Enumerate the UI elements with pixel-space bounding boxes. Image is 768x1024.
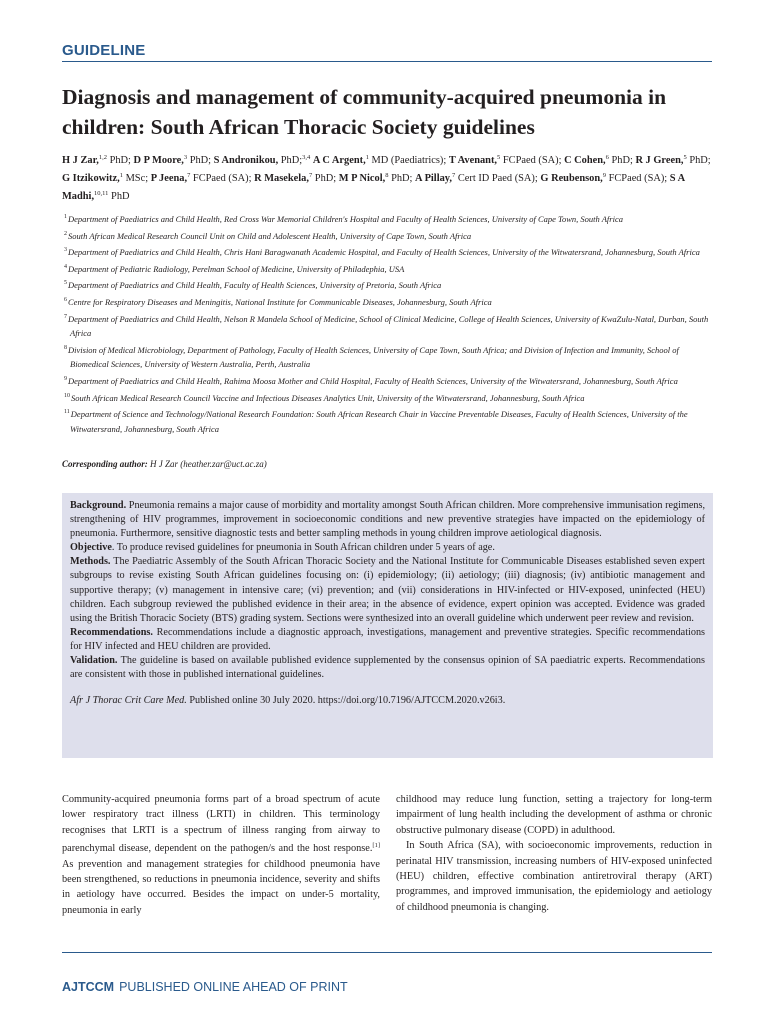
affiliation-item (62, 310, 717, 341)
citation-journal: Afr J Thorac Crit Care Med. (70, 695, 187, 707)
abstract-background-text: Pneumonia remains a major cause of morbidity and mortality amongst South African children. More comprehensive immunisation regimens, strengthening of HIV programmes, improvement in socioeconomic conditions and new preventive strategies have impacted on the epidemiology of pneumonia. Furthermore, sensitive diagnostic tests and better sampling methods in young children improve aetiological diagnosis. (70, 500, 706, 540)
abstract-validation (70, 654, 705, 682)
affiliation-item (62, 243, 717, 260)
abstract-objective (70, 541, 705, 555)
affiliation-item (62, 372, 717, 389)
header-rule (62, 61, 712, 62)
author-affiliation-marker: 8 (385, 172, 389, 179)
author-affiliation-marker: 6 (605, 154, 609, 161)
abstract-background (70, 499, 705, 541)
author-affiliation-marker: 7 (187, 172, 191, 179)
author-name: R J Green, (635, 155, 684, 166)
affiliation-item (62, 260, 717, 277)
affiliation-number: 10 (64, 392, 70, 399)
author-name: A Pillay, (415, 173, 452, 184)
affiliation-text: Department of Paediatrics and Child Health, Chris Hani Baragwanath Academic Hospital, and Faculty of Health Sciences, University of the Witwatersrand, Johannesburg, South Africa (68, 247, 700, 258)
author-affiliation-marker: 3 (183, 154, 188, 161)
body-column-right (396, 792, 712, 915)
author-degree: PhD; (608, 155, 636, 166)
affiliation-item (62, 293, 717, 310)
affiliation-number: 7 (64, 313, 67, 320)
footer-text: PUBLISHED ONLINE AHEAD OF PRINT (119, 980, 348, 994)
affiliation-number: 3 (64, 247, 67, 254)
affiliation-item (62, 210, 717, 227)
author-degree: MD (Paediatrics); (368, 155, 449, 166)
author-degree: PhD; (187, 155, 214, 166)
author-list (62, 150, 712, 204)
author-affiliation-marker: 5 (497, 154, 501, 161)
author-affiliation-marker: 7 (452, 172, 456, 179)
author-degree: MSc; (122, 173, 151, 184)
author-degree: FCPaed (SA); (190, 173, 255, 184)
affiliation-item (62, 405, 717, 436)
author-name: C Cohen, (564, 155, 606, 166)
author-degree: PhD; (388, 173, 416, 184)
author-affiliation-marker: 7 (308, 172, 313, 179)
author-name: H J Zar, (62, 155, 99, 166)
affiliation-number: 8 (64, 344, 67, 351)
abstract-validation-label: Validation. (70, 655, 118, 667)
affiliation-text: Department of Paediatrics and Child Health, Faculty of Health Sciences, University of Pretoria, South Africa (68, 280, 442, 291)
affiliation-text: Department of Paediatrics and Child Health, Nelson R Mandela School of Medicine, School of Clinical Medicine, College of Health Sciences, University of KwaZulu-Natal, Durban, South Africa (68, 313, 709, 339)
affiliation-item (62, 389, 717, 406)
author-degree: PhD; (312, 173, 339, 184)
abstract-box (62, 493, 713, 758)
affiliation-item (62, 341, 717, 372)
affiliation-number: 6 (64, 296, 67, 303)
abstract-recommendations-text: Recommendations include a diagnostic approach, investigations, management and preventive strategies. Specific recommendations for HIV infected and HEU children are provided. (70, 626, 706, 652)
body-paragraph: childhood may reduce lung function, setting a trajectory for long-term impairment of lung health including the development of asthma or chronic obstructive pulmonary disease (COPD) in adulthood. (396, 794, 712, 836)
section-label: GUIDELINE (62, 42, 146, 59)
abstract-recommendations-label: Recommendations. (70, 626, 153, 638)
reference-marker[interactable]: [1] (372, 842, 380, 850)
affiliation-number: 9 (64, 375, 67, 382)
affiliation-item (62, 227, 717, 244)
author-affiliation-marker: 5 (683, 154, 687, 161)
affiliation-text: South African Medical Research Council Unit on Child and Adolescent Health, University of Cape Town, South Africa (68, 230, 472, 241)
affiliation-text: Department of Science and Technology/National Research Foundation: South African Research Chair in Vaccine Preventable Diseases, Faculty of Health Sciences, University of the Witwatersrand, Johannesburg, South Africa (70, 409, 688, 434)
author-name: R Masekela, (254, 173, 309, 184)
author-name: A C Argent, (312, 155, 366, 166)
author-name: G Reubenson, (540, 173, 603, 184)
corresponding-author-label: Corresponding author: (62, 459, 148, 469)
abstract-methods-text: The Paediatric Assembly of the South African Thoracic Society and the National Institute for Communicable Diseases established seven expert subgroups to revise existing South African guidelines focusing on: (i) epidemiology; (ii) aetiology; (iii) diagnosis; (iv) antibiotic management and supportive therapy; (v) management in intensive care; (vi) prevention; and (vii) considerations in HIV-infected or HIV-exposed, uninfected (HEU) children. Each subgroup reviewed the published evidence in their area; in the absence of evidence, expert opinion was accepted. Evidence was graded using the British Thoracic Society (BTS) grading system. Sections were synthesized into an overall guideline which underwent peer review and revision. (70, 556, 705, 624)
affiliation-list (62, 210, 717, 436)
body-column-left (62, 792, 380, 918)
body-paragraph (62, 792, 380, 918)
abstract-objective-label: Objective (70, 542, 112, 554)
affiliation-item (62, 276, 717, 293)
author-name: G Itzikowitz, (62, 173, 120, 184)
author-name: S A Madhi, (62, 173, 685, 202)
author-name: T Avenant, (448, 155, 498, 166)
abstract-recommendations (70, 626, 705, 654)
affiliation-text: Department of Pediatric Radiology, Perelman School of Medicine, University of Philadephia, USA (68, 263, 405, 274)
abstract-background-label: Background. (70, 500, 127, 511)
abstract-methods-label: Methods. (70, 556, 111, 568)
affiliation-number: 1 (64, 214, 67, 220)
author-name: P Jeena, (150, 173, 188, 184)
footer-journal: AJTCCM (62, 980, 115, 994)
body-paragraph: In South Africa (SA), with socioeconomic improvements, reduction in perinatal HIV transmission, increasing numbers of HIV-exposed uninfected (HEU) children, effective combination antiretroviral therapy (ART) programmes, and improved immunisation, the epidemiology and aetiology of childhood pneumonia is changing. (396, 840, 712, 913)
article-title: Diagnosis and management of community-acquired pneumonia in children: South African Thoracic Society guidelines (62, 85, 667, 139)
corresponding-author-value: H J Zar (heather.zar@uct.ac.za) (150, 459, 267, 469)
affiliation-number: 5 (64, 280, 67, 287)
body-text: As prevention and management strategies for childhood pneumonia have been strengthened, so reductions in pneumonia incidence, severity and shifts in aetiology have occurred. Besides the impact on under-5 mortality, pneumonia in early (62, 858, 380, 916)
author-degree: PhD; (106, 155, 134, 166)
affiliation-number: 11 (64, 409, 70, 416)
author-degree: Cert ID Paed (SA); (455, 173, 541, 184)
author-affiliation-marker: 1 (365, 154, 369, 161)
author-affiliation-marker: 1,2 (98, 154, 107, 161)
author-name: S Andronikou, (213, 155, 279, 166)
citation-details: Published online 30 July 2020. https://doi.org/10.7196/AJTCCM.2020.v26i3. (186, 695, 506, 707)
affiliation-text: South African Medical Research Council Vaccine and Infectious Diseases Analytics Unit, University of the Witwatersrand, Johannesburg, South Africa (71, 392, 585, 403)
abstract-methods (70, 555, 705, 625)
author-degree: PhD; (686, 155, 711, 166)
author-name: D P Moore, (133, 155, 184, 166)
author-affiliation-marker: 3,4 (302, 154, 311, 161)
affiliation-text: Department of Paediatrics and Child Health, Red Cross War Memorial Children's Hospital and Faculty of Health Sciences, University of Cape Town, South Africa (68, 214, 623, 224)
body-text: Community-acquired pneumonia forms part of a broad spectrum of acute lower respiratory tract illness (LRTI) in children. This terminology recognises that LRTI is a spectrum of illness ranging from airway to parenchymal disease, dependent on the pathogen/s and the host response. (62, 794, 380, 855)
author-degree: PhD (108, 191, 130, 202)
author-name: M P Nicol, (338, 173, 386, 184)
author-affiliation-marker: 9 (602, 172, 606, 179)
author-affiliation-marker: 1 (119, 172, 123, 179)
author-degree: PhD; (278, 155, 303, 166)
affiliation-text: Department of Paediatrics and Child Health, Rahima Moosa Mother and Child Hospital, Faculty of Health Sciences, University of the Witwatersrand, Johannesburg, South Africa (68, 375, 678, 386)
page-footer (62, 980, 348, 994)
corresponding-author (62, 458, 267, 470)
abstract-validation-text: The guideline is based on available published evidence supplemented by the consensus opinion of SA paediatric experts. Recommendations are consistent with those in published international guidelines. (70, 655, 705, 681)
author-affiliation-marker: 10,11 (94, 190, 109, 197)
affiliation-text: Centre for Respiratory Diseases and Meningitis, National Institute for Communicable Diseases, Johannesburg, South Africa (68, 296, 492, 307)
footer-rule (62, 952, 712, 953)
affiliation-text: Division of Medical Microbiology, Department of Pathology, Faculty of Health Sciences, University of Cape Town, South Africa; and Division of Infection and Immunity, School of Biomedical Sciences, University of Western Australia, Perth, Australia (68, 344, 679, 370)
article-citation (70, 694, 705, 708)
author-degree: FCPaed (SA); (606, 173, 670, 184)
author-degree: FCPaed (SA); (500, 155, 565, 166)
abstract-objective-text: . To produce revised guidelines for pneumonia in South African children under 5 years of age. (111, 542, 495, 554)
affiliation-number: 4 (64, 263, 67, 270)
affiliation-number: 2 (64, 230, 67, 237)
